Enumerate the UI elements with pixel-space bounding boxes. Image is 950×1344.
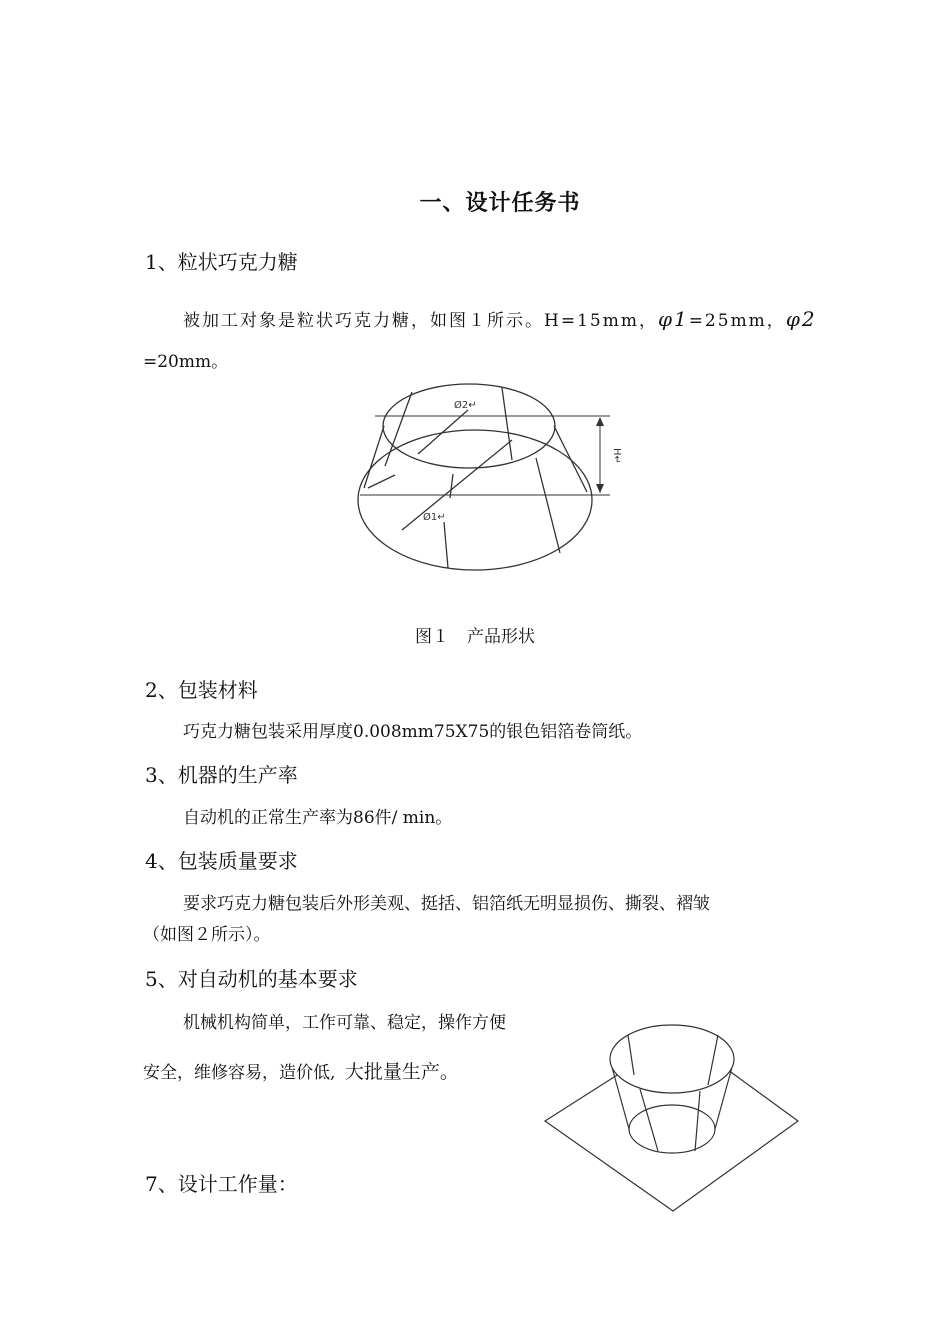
page-title: 一、设计任务书 [419,190,581,216]
phi2-symbol: φ2 [785,307,817,331]
phi1-value: =25mm， [688,311,786,331]
caption-number: 图１ [415,627,449,647]
height-label: H↵ [611,448,622,464]
section-5-text-2-large: 大批量生产。 [344,1061,459,1083]
phi1-label: Ø1↵ [423,512,446,523]
top-ellipse [383,384,555,468]
section-1-text: 被加工对象是粒状巧克力糖，如图１所示。H=15mm， [183,311,658,331]
phi2-label: Ø2↵ [454,400,477,411]
cup-bottom-ellipse [629,1105,715,1153]
section-4-heading: 4、包装质量要求 [145,849,298,873]
figure-1-frustum [340,370,630,585]
section-5-text-2 [143,1057,459,1084]
section-5-text-1: 机械机构简单，工作可靠、稳定，操作方便 [183,1013,506,1033]
section-4-text-1: 要求巧克力糖包装后外形美观、挺括、铝箔纸无明显损伤、撕裂、褶皱 [183,894,710,914]
figure-2-wrapped-candy [540,1015,805,1215]
section-1-line-1 [183,306,817,331]
section-5-text-2-main: 安全，维修容易，造价低, [143,1063,336,1083]
section-2-text: 巧克力糖包装采用厚度0.008mm75X75的银色铝箔卷筒纸。 [183,722,643,742]
section-2-heading: 2、包装材料 [145,678,258,702]
bottom-ellipse [358,430,592,570]
section-7-heading: 7、设计工作量： [145,1172,298,1196]
section-1-line-2: =20mm。 [143,352,229,372]
figure-1-caption [0,622,950,647]
section-3-text: 自动机的正常生产率为86件/ min。 [183,808,453,828]
phi1-symbol: φ1 [657,307,689,331]
section-5-heading: 5、对自动机的基本要求 [145,967,358,991]
caption-text: 产品形状 [467,627,535,647]
section-4-text-2: （如图２所示）。 [143,925,271,945]
section-1-heading: 1、粒状巧克力糖 [145,250,298,274]
section-3-heading: 3、机器的生产率 [145,763,298,787]
